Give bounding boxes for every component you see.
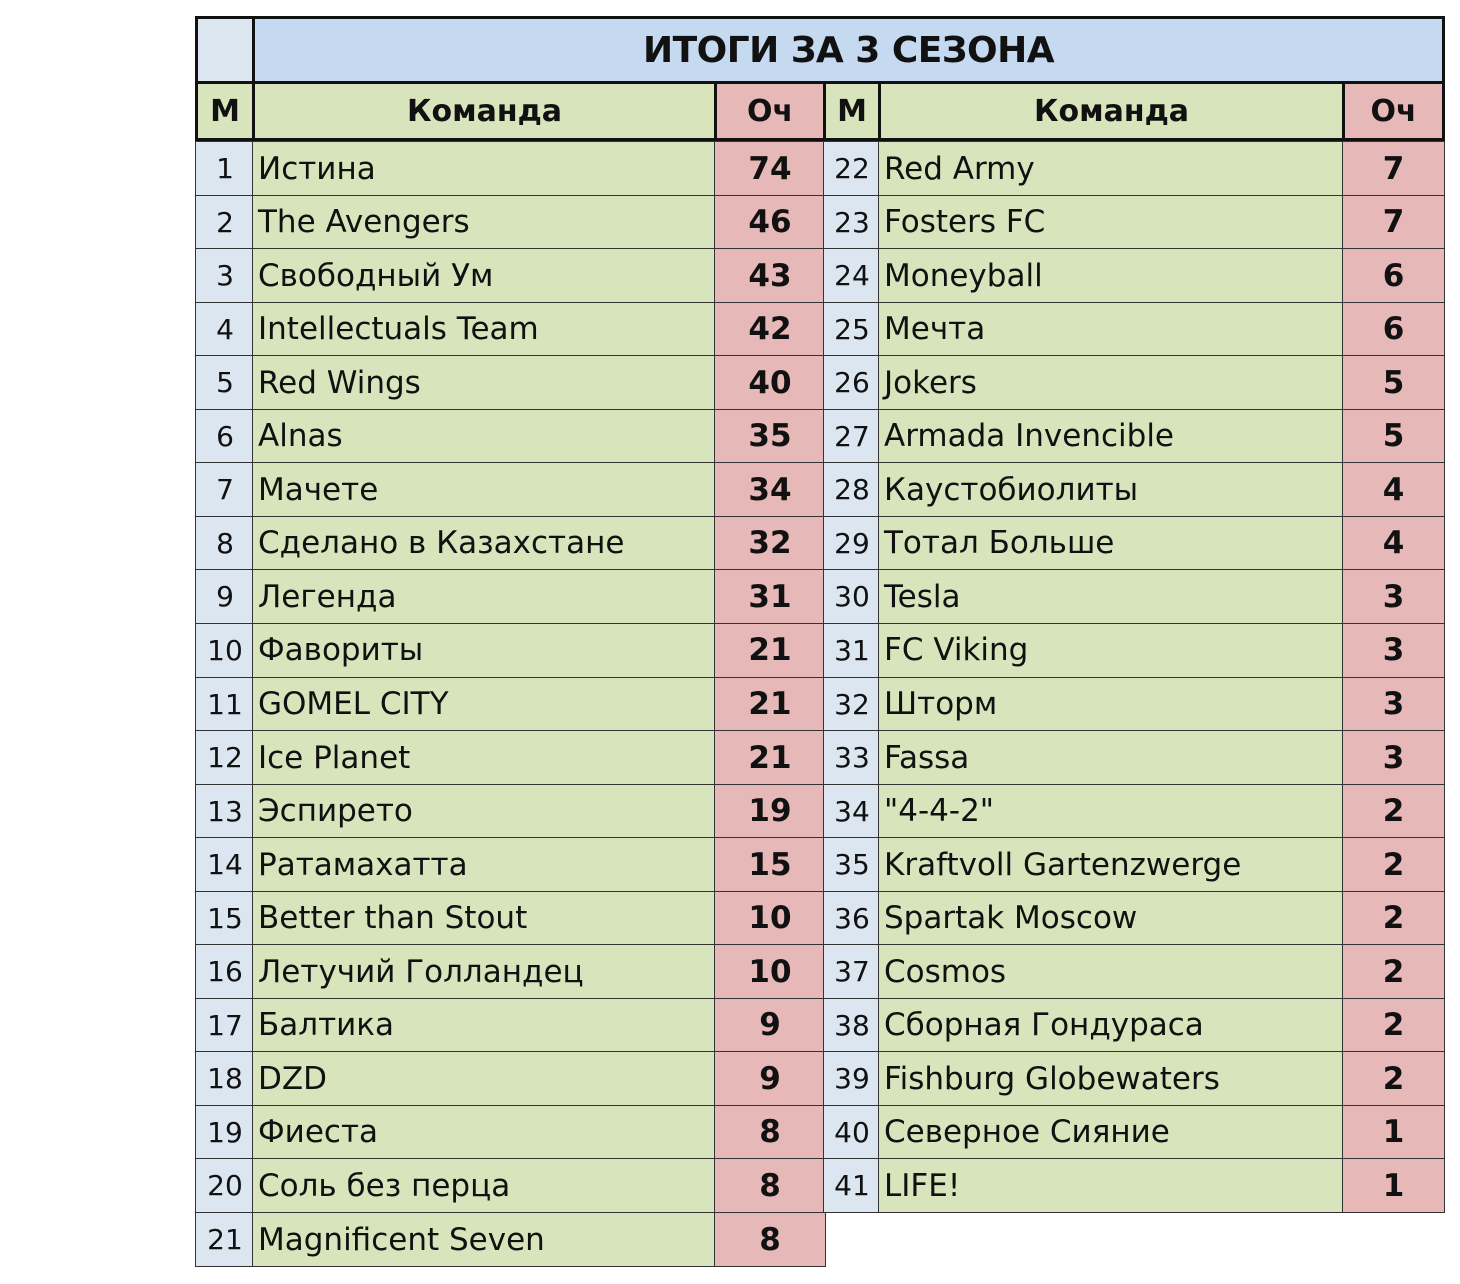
header-rank-right: М	[823, 81, 881, 141]
rank-cell: 6	[195, 409, 255, 464]
points-cell: 1	[1342, 1105, 1445, 1160]
team-name-cell: Эспирето	[252, 784, 717, 839]
team-name-cell: FC Viking	[878, 623, 1345, 678]
title-corner-cell	[195, 16, 255, 84]
team-name-cell: Red Wings	[252, 355, 717, 410]
team-name-cell: Фавориты	[252, 623, 717, 678]
points-cell: 43	[714, 248, 826, 303]
points-cell: 7	[1342, 141, 1445, 196]
rank-cell: 35	[823, 837, 881, 892]
team-name-cell: Intellectuals Team	[252, 302, 717, 357]
team-name-cell: The Avengers	[252, 195, 717, 250]
points-cell: 21	[714, 677, 826, 732]
points-cell: 3	[1342, 623, 1445, 678]
points-cell: 35	[714, 409, 826, 464]
points-cell: 3	[1342, 677, 1445, 732]
team-name-cell: Северное Сияние	[878, 1105, 1345, 1160]
points-cell: 6	[1342, 248, 1445, 303]
points-cell: 74	[714, 141, 826, 196]
points-cell: 21	[714, 623, 826, 678]
points-cell: 15	[714, 837, 826, 892]
points-cell: 1	[1342, 1158, 1445, 1213]
rank-cell: 11	[195, 677, 255, 732]
header-team-right: Команда	[878, 81, 1345, 141]
team-name-cell: Фиеста	[252, 1105, 717, 1160]
rank-cell: 34	[823, 784, 881, 839]
team-name-cell: DZD	[252, 1051, 717, 1106]
team-name-cell: Летучий Голландец	[252, 944, 717, 999]
points-cell: 32	[714, 516, 826, 571]
points-cell: 3	[1342, 569, 1445, 624]
team-name-cell: Armada Invencible	[878, 409, 1345, 464]
rank-cell: 32	[823, 677, 881, 732]
team-name-cell: Свободный Ум	[252, 248, 717, 303]
points-cell: 40	[714, 355, 826, 410]
points-cell: 42	[714, 302, 826, 357]
points-cell: 2	[1342, 837, 1445, 892]
team-name-cell: Истина	[252, 141, 717, 196]
rank-cell: 28	[823, 462, 881, 517]
team-name-cell: Каустобиолиты	[878, 462, 1345, 517]
team-name-cell: Мачете	[252, 462, 717, 517]
header-points-right: Оч	[1342, 81, 1445, 141]
rank-cell: 23	[823, 195, 881, 250]
points-cell: 8	[714, 1105, 826, 1160]
rank-cell: 1	[195, 141, 255, 196]
team-name-cell: Better than Stout	[252, 891, 717, 946]
points-cell: 8	[714, 1158, 826, 1213]
points-cell: 5	[1342, 355, 1445, 410]
rank-cell: 15	[195, 891, 255, 946]
rank-cell: 29	[823, 516, 881, 571]
rank-cell: 27	[823, 409, 881, 464]
points-cell: 21	[714, 730, 826, 785]
rank-cell: 3	[195, 248, 255, 303]
points-cell: 2	[1342, 891, 1445, 946]
team-name-cell: Балтика	[252, 998, 717, 1053]
rank-cell: 8	[195, 516, 255, 571]
rank-cell: 25	[823, 302, 881, 357]
rank-cell: 22	[823, 141, 881, 196]
team-name-cell: Ice Planet	[252, 730, 717, 785]
rank-cell: 2	[195, 195, 255, 250]
team-name-cell: Сделано в Казахстане	[252, 516, 717, 571]
points-cell: 9	[714, 1051, 826, 1106]
standings-table	[195, 16, 1445, 1269]
team-name-cell: Тотал Больше	[878, 516, 1345, 571]
rank-cell: 37	[823, 944, 881, 999]
rank-cell: 19	[195, 1105, 255, 1160]
team-name-cell: GOMEL CITY	[252, 677, 717, 732]
header-rank-left: М	[195, 81, 255, 141]
rank-cell: 33	[823, 730, 881, 785]
points-cell: 6	[1342, 302, 1445, 357]
team-name-cell: Соль без перца	[252, 1158, 717, 1213]
points-cell: 9	[714, 998, 826, 1053]
rank-cell: 39	[823, 1051, 881, 1106]
points-cell: 31	[714, 569, 826, 624]
points-cell: 7	[1342, 195, 1445, 250]
points-cell: 2	[1342, 784, 1445, 839]
rank-cell: 38	[823, 998, 881, 1053]
points-cell: 10	[714, 944, 826, 999]
rank-cell: 12	[195, 730, 255, 785]
rank-cell: 24	[823, 248, 881, 303]
team-name-cell: Fosters FC	[878, 195, 1345, 250]
team-name-cell: Сборная Гондураса	[878, 998, 1345, 1053]
points-cell: 46	[714, 195, 826, 250]
team-name-cell: Moneyball	[878, 248, 1345, 303]
rank-cell: 14	[195, 837, 255, 892]
points-cell: 5	[1342, 409, 1445, 464]
team-name-cell: LIFE!	[878, 1158, 1345, 1213]
rank-cell: 7	[195, 462, 255, 517]
points-cell: 2	[1342, 998, 1445, 1053]
rank-cell: 9	[195, 569, 255, 624]
rank-cell: 10	[195, 623, 255, 678]
rank-cell: 31	[823, 623, 881, 678]
team-name-cell: Легенда	[252, 569, 717, 624]
points-cell: 4	[1342, 516, 1445, 571]
team-name-cell: Jokers	[878, 355, 1345, 410]
team-name-cell: Magnificent Seven	[252, 1212, 717, 1267]
team-name-cell: Cosmos	[878, 944, 1345, 999]
points-cell: 4	[1342, 462, 1445, 517]
rank-cell: 4	[195, 302, 255, 357]
rank-cell: 41	[823, 1158, 881, 1213]
points-cell: 2	[1342, 944, 1445, 999]
points-cell: 19	[714, 784, 826, 839]
rank-cell: 17	[195, 998, 255, 1053]
rank-cell: 21	[195, 1212, 255, 1267]
team-name-cell: Ратамахатта	[252, 837, 717, 892]
points-cell: 10	[714, 891, 826, 946]
team-name-cell: Kraftvoll Gartenzwerge	[878, 837, 1345, 892]
team-name-cell: Fassa	[878, 730, 1345, 785]
points-cell: 3	[1342, 730, 1445, 785]
rank-cell: 36	[823, 891, 881, 946]
rank-cell: 26	[823, 355, 881, 410]
team-name-cell: Fishburg Globewaters	[878, 1051, 1345, 1106]
points-cell: 2	[1342, 1051, 1445, 1106]
rank-cell: 18	[195, 1051, 255, 1106]
team-name-cell: Tesla	[878, 569, 1345, 624]
header-team-left: Команда	[252, 81, 717, 141]
team-name-cell: Мечта	[878, 302, 1345, 357]
table-title: ИТОГИ ЗА 3 СЕЗОНА	[252, 16, 1445, 84]
points-cell: 8	[714, 1212, 826, 1267]
team-name-cell: Шторм	[878, 677, 1345, 732]
team-name-cell: Alnas	[252, 409, 717, 464]
team-name-cell: "4-4-2"	[878, 784, 1345, 839]
points-cell: 34	[714, 462, 826, 517]
team-name-cell: Spartak Moscow	[878, 891, 1345, 946]
rank-cell: 20	[195, 1158, 255, 1213]
rank-cell: 5	[195, 355, 255, 410]
rank-cell: 13	[195, 784, 255, 839]
rank-cell: 40	[823, 1105, 881, 1160]
team-name-cell: Red Army	[878, 141, 1345, 196]
header-points-left: Оч	[714, 81, 826, 141]
rank-cell: 30	[823, 569, 881, 624]
rank-cell: 16	[195, 944, 255, 999]
